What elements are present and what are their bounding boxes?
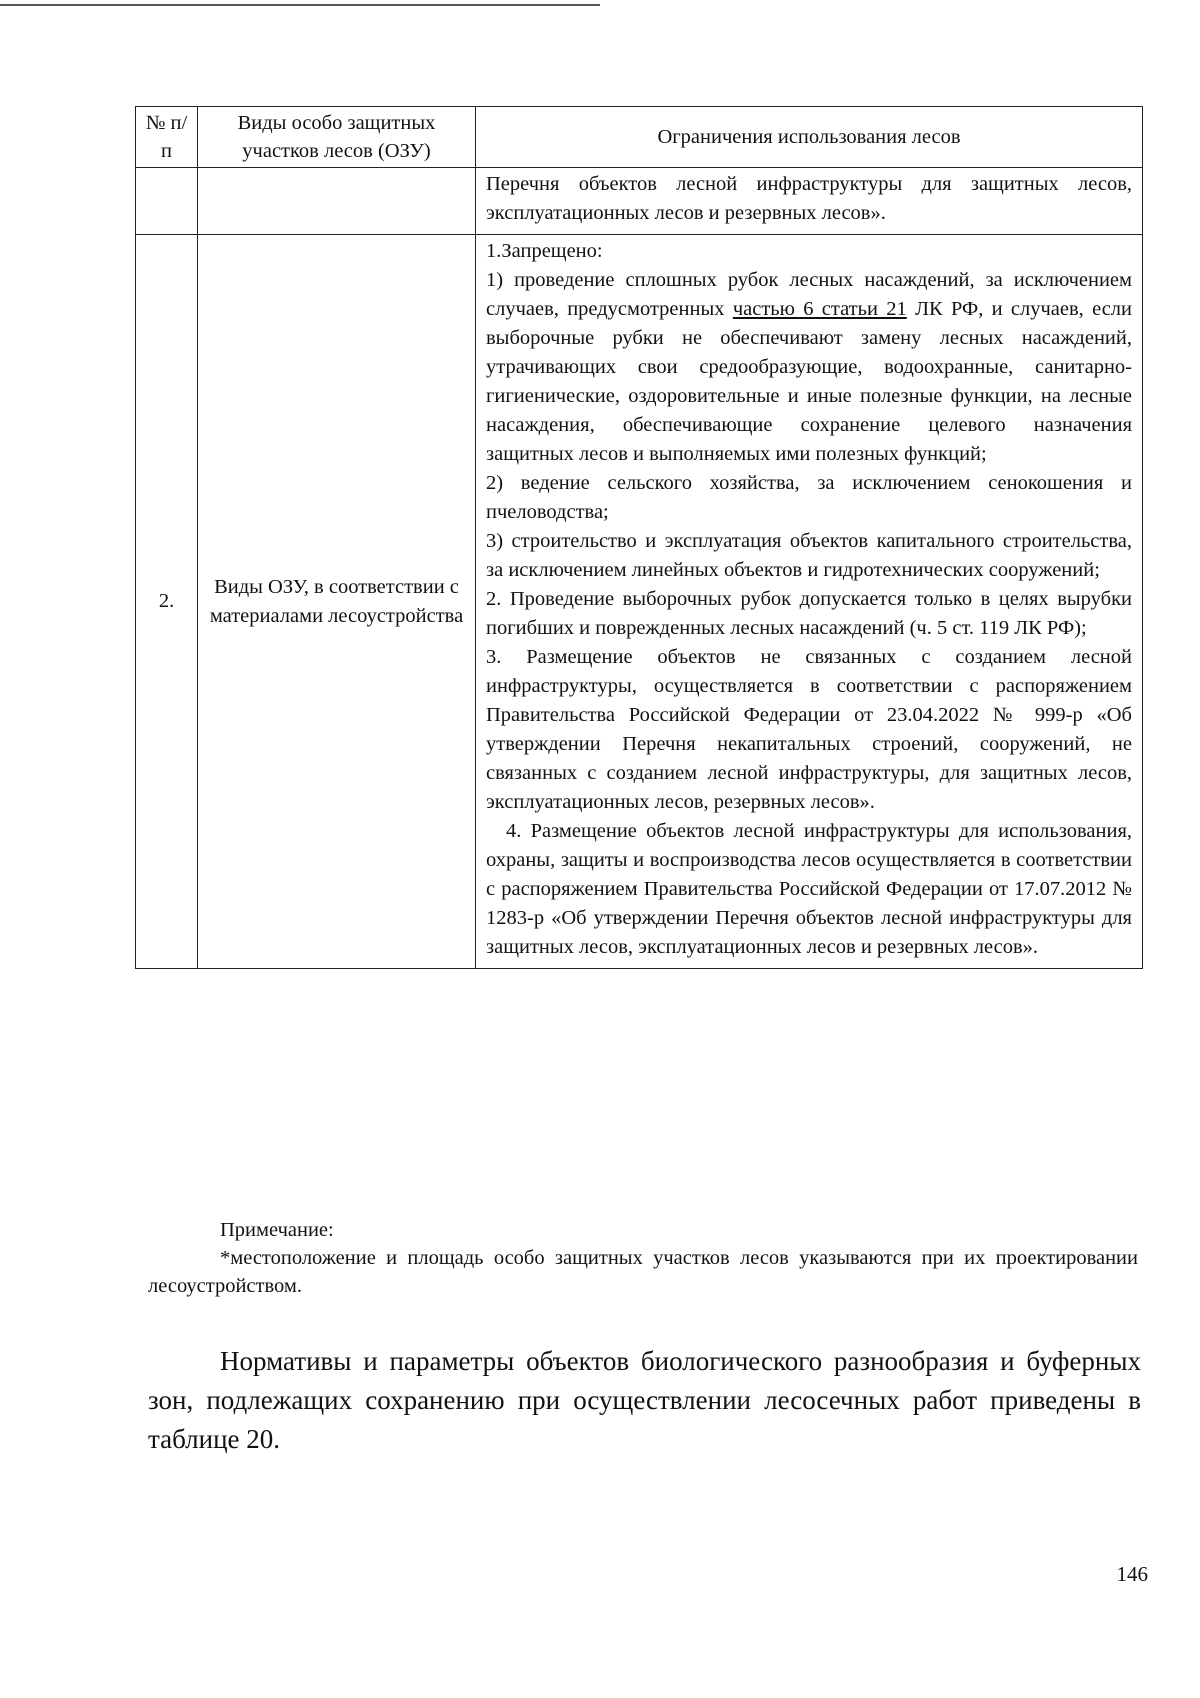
- row-ozu-type: Виды ОЗУ, в соответствии с материалами лесоустройства: [198, 235, 476, 969]
- body-paragraph: Нормативы и параметры объектов биологического разнообразия и буферных зон, подлежащих сохранению при осуществлении лесосечных работ приведены в таблице 20.: [148, 1346, 1141, 1454]
- law-reference-link[interactable]: частью 6 статьи 21: [732, 298, 907, 320]
- restriction-p4: 3) строительство и эксплуатация объектов капитального строительства, за исключением линейных объектов и гидротехнических сооружений;: [486, 530, 1132, 581]
- row-number: 2.: [136, 235, 198, 969]
- page-number: 146: [1116, 1562, 1148, 1586]
- table-row: [136, 235, 1143, 969]
- row-restrictions: [476, 235, 1143, 969]
- note-heading: Примечание:: [220, 1219, 334, 1241]
- restriction-p5: 2. Проведение выборочных рубок допускается только в целях вырубки погибших и поврежденных лесных насаждений (ч. 5 ст. 119 ЛК РФ);: [486, 588, 1132, 639]
- table-row-continuation: [136, 168, 1143, 235]
- table-header-row: [136, 107, 1143, 168]
- restriction-p1: 1.Запрещено:: [486, 240, 603, 262]
- header-restrictions: Ограничения использования лесов: [476, 107, 1143, 168]
- header-number: № п/п: [136, 107, 198, 168]
- restriction-p7: 4. Размещение объектов лесной инфраструктуры для использования, охраны, защиты и воспроизводства лесов осуществляется в соответствии с распоряжением Правительства Российской Федерации от 17.07.2012 № 1283-р «Об утверждении Перечня объектов лесной инфраструктуры для защитных лесов, эксплуатационных лесов и резервных лесов».: [486, 820, 1132, 958]
- note-block: [148, 1216, 1138, 1300]
- restriction-p6: 3. Размещение объектов не связанных с созданием лесной инфраструктуры, осуществляется в соответствии с распоряжением Правительства Российской Федерации от 23.04.2022 № 999-р «Об утверждении Перечня некапитальных строений, сооружений, не связанных с созданием лесной инфраструктуры, для защитных лесов, эксплуатационных лесов, резервных лесов».: [486, 646, 1132, 813]
- scan-edge-line: [0, 4, 600, 6]
- header-ozu-type: Виды особо защитных участков лесов (ОЗУ): [198, 107, 476, 168]
- restriction-p3: 2) ведение сельского хозяйства, за исключением сенокошения и пчеловодства;: [486, 472, 1132, 523]
- continuation-cell: [476, 168, 1143, 235]
- restrictions-table: [135, 106, 1143, 969]
- restriction-p2: 1) проведение сплошных рубок лесных насаждений, за исключением случаев, предусмотренных частью 6 статьи 21 ЛК РФ, и случаев, если выборочные рубки не обеспечивают замену лесных насаждений, утрачивающих свои средообразующие, водоохранные, санитарно-гигиенические, оздоровительные и иные полезные функции, на лесные насаждения, обеспечивающие сохранение целевого назначения защитных лесов и выполняемых ими полезных функций;: [486, 269, 1132, 465]
- note-text: *местоположение и площадь особо защитных участков лесов указываются при их проектировании лесоустройством.: [148, 1247, 1138, 1297]
- continuation-text: Перечня объектов лесной инфраструктуры для защитных лесов, эксплуатационных лесов и резервных лесов».: [486, 173, 1132, 224]
